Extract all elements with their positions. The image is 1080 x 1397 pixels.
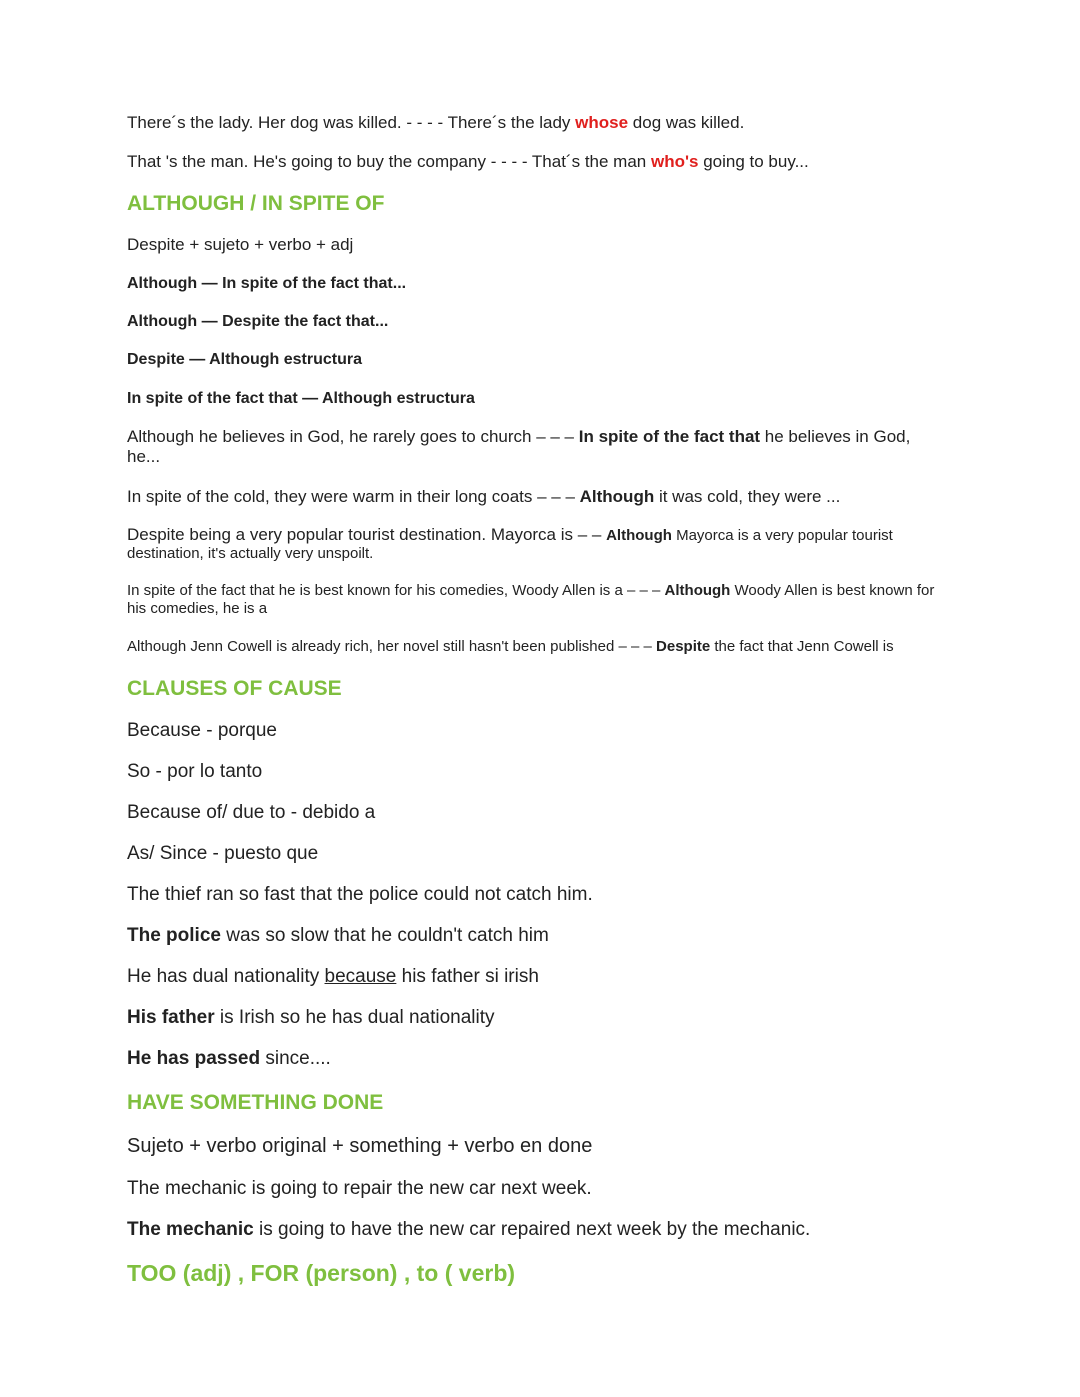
- cause-dual-nationality: [127, 966, 539, 989]
- cause-thief-example: The thief ran so fast that the police could not catch him.: [127, 884, 593, 905]
- bold-text: He has passed: [127, 1048, 261, 1069]
- relative-example-whos: [127, 152, 809, 172]
- bold-text: His father: [127, 1007, 215, 1028]
- text: going to buy...: [698, 152, 809, 171]
- text: he believes in God, he...: [127, 427, 911, 467]
- text: is going to have the new car repaired next week by the mechanic.: [253, 1219, 811, 1240]
- heading-have-something-done: HAVE SOMETHING DONE: [127, 1091, 384, 1114]
- cause-has-passed: [127, 1048, 331, 1071]
- bold-text: The mechanic: [127, 1219, 254, 1240]
- rule-despite-although: Despite — Although estructura: [127, 351, 362, 368]
- bold-text: Despite: [656, 638, 711, 655]
- rule-although-despite: Although — Despite the fact that...: [127, 313, 389, 330]
- text: his father si irish: [396, 966, 539, 987]
- text: was so slow that he couldn't catch him: [220, 925, 549, 946]
- bold-text: The police: [127, 925, 221, 946]
- highlight-word: whose: [575, 113, 629, 132]
- heading-although: ALTHOUGH / IN SPITE OF: [127, 192, 385, 215]
- have-done-example-causative: [127, 1219, 810, 1242]
- heading-clauses-of-cause: CLAUSES OF CAUSE: [127, 677, 342, 700]
- text: dog was killed.: [628, 113, 745, 132]
- bold-text: In spite of the fact that: [578, 427, 761, 446]
- text: That 's the man. He's going to buy the company - - - - That´s the man: [127, 152, 651, 171]
- text: He has dual nationality: [127, 966, 325, 987]
- cause-because-of: Because of/ due to - debido a: [127, 802, 376, 823]
- cause-so: So - por lo tanto: [127, 761, 263, 782]
- example-believes-god: [127, 427, 937, 468]
- text: is Irish so he has dual nationality: [214, 1007, 495, 1028]
- underlined-text: because: [324, 966, 397, 987]
- cause-as-since: As/ Since - puesto que: [127, 843, 319, 864]
- highlight-word: who's: [650, 152, 699, 171]
- bold-text: Although: [664, 582, 731, 599]
- cause-because: Because - porque: [127, 720, 277, 741]
- relative-example-whose: [127, 113, 744, 133]
- text: Despite being a very popular tourist destination. Mayorca is – –: [127, 525, 607, 544]
- text: In spite of the fact that he is best known for his comedies, Woody Allen is a – – –: [127, 582, 665, 599]
- text: Although he believes in God, he rarely goes to church – – –: [127, 427, 579, 446]
- example-cold-coats: [127, 487, 840, 507]
- text: it was cold, they were ...: [654, 487, 841, 506]
- heading-too-for-to: TOO (adj) , FOR (person) , to ( verb): [127, 1260, 516, 1286]
- cause-father-irish: [127, 1007, 495, 1030]
- cause-police-example: [127, 925, 549, 948]
- rule-although-in-spite: Although — In spite of the fact that...: [127, 275, 407, 292]
- have-done-rule: Sujeto + verbo original + something + verbo en done: [127, 1135, 593, 1157]
- example-jenn-cowell: [127, 638, 894, 656]
- have-done-example-active: The mechanic is going to repair the new car next week.: [127, 1178, 592, 1199]
- example-woody-allen: [127, 582, 937, 618]
- text: since....: [260, 1048, 331, 1069]
- text: the fact that Jenn Cowell is: [710, 638, 894, 655]
- text: Mayorca is a very popular tourist destination, it's actually very unspoilt.: [127, 527, 893, 563]
- text: Woody Allen is best known for his comedies, he is a: [127, 582, 935, 617]
- text: In spite of the cold, they were warm in their long coats – – –: [127, 487, 580, 506]
- example-mayorca: [127, 525, 937, 563]
- bold-text: Although: [579, 487, 655, 506]
- text: There´s the lady. Her dog was killed. - - - - There´s the lady: [127, 113, 576, 132]
- rule-in-spite-although: In spite of the fact that — Although estructura: [127, 390, 475, 407]
- rule-despite: Despite + sujeto + verbo + adj: [127, 235, 354, 254]
- bold-text: Although: [606, 527, 672, 544]
- text: Although Jenn Cowell is already rich, her novel still hasn't been published – – –: [127, 638, 657, 655]
